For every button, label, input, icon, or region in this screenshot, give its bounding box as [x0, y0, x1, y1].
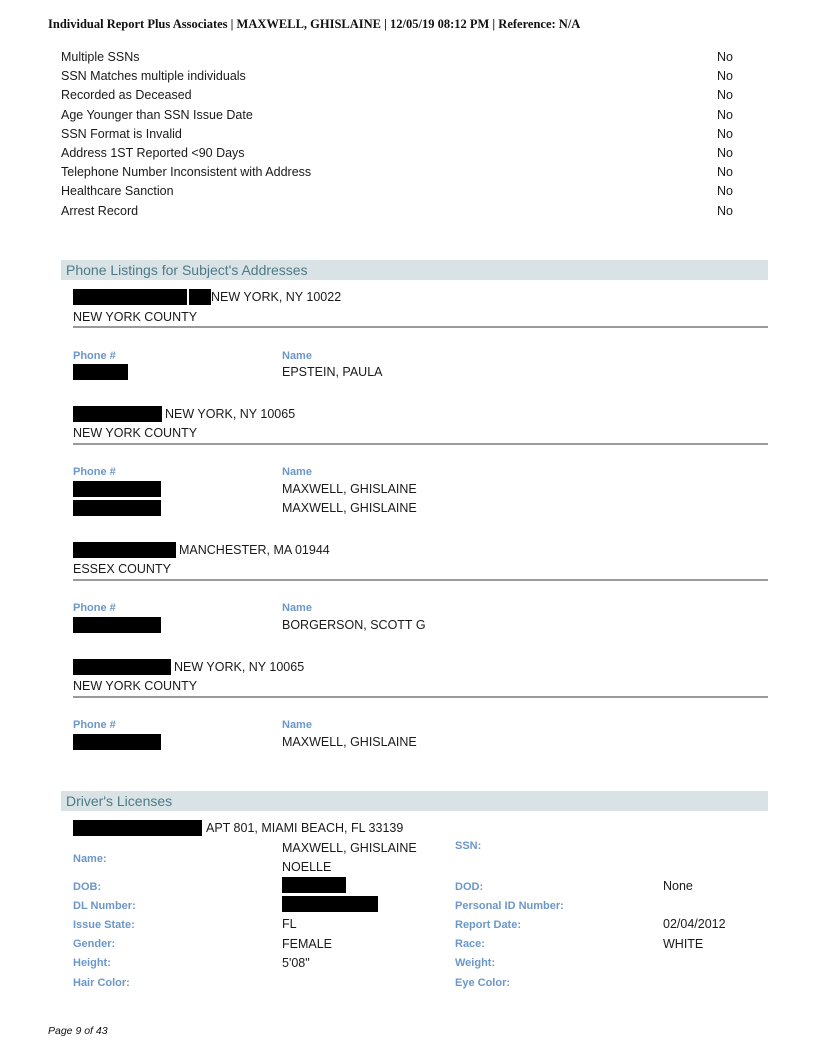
flag-row: [61, 145, 733, 164]
flag-value: No: [717, 165, 733, 180]
name-column-header: Name: [282, 602, 312, 614]
flag-row: [61, 126, 733, 145]
dod-label: DOD:: [455, 881, 484, 893]
county-text: NEW YORK COUNTY: [73, 310, 198, 324]
license-address-line: [73, 820, 403, 836]
flag-label: SSN Format is Invalid: [61, 126, 182, 141]
address-text: NEW YORK, NY 10065: [174, 660, 305, 674]
redacted-dl-number: [282, 896, 378, 912]
redaction-bar: [73, 820, 202, 836]
redacted-phone: [73, 617, 161, 633]
dl-number-label: DL Number:: [73, 900, 136, 912]
flag-row: [61, 164, 733, 183]
issue-state-label: Issue State:: [73, 919, 135, 931]
flag-row: [61, 107, 733, 126]
weight-label: Weight:: [455, 957, 496, 969]
redaction-bar: [73, 659, 171, 675]
listing-name: EPSTEIN, PAULA: [282, 365, 383, 379]
flag-value: No: [717, 69, 733, 84]
personal-id-label: Personal ID Number:: [455, 900, 564, 912]
redaction-bar: [73, 289, 187, 305]
flag-value: No: [717, 184, 733, 199]
divider: [73, 696, 768, 698]
flag-row: [61, 183, 733, 202]
redacted-dob: [282, 877, 346, 893]
height-label: Height:: [73, 957, 111, 969]
listing-name: MAXWELL, GHISLAINE: [282, 501, 417, 515]
gender-label: Gender:: [73, 938, 116, 950]
flag-label: SSN Matches multiple individuals: [61, 69, 246, 84]
divider: [73, 326, 768, 328]
redacted-phone: [73, 734, 161, 750]
listing-name: MAXWELL, GHISLAINE: [282, 482, 417, 496]
flag-label: Recorded as Deceased: [61, 88, 192, 103]
name-column-header: Name: [282, 350, 312, 362]
hair-color-label: Hair Color:: [73, 977, 130, 989]
flag-row: [61, 68, 733, 87]
flag-value: No: [717, 88, 733, 103]
height-value: 5'08": [282, 956, 310, 970]
address-line: [73, 289, 341, 305]
drivers-licenses-section-title: Driver's Licenses: [61, 791, 768, 811]
flag-label: Age Younger than SSN Issue Date: [61, 107, 253, 122]
flag-label: Multiple SSNs: [61, 50, 140, 64]
flag-row: [61, 203, 733, 222]
flag-value: No: [717, 145, 733, 160]
redacted-phone: [73, 364, 128, 380]
redaction-bar: [73, 406, 162, 422]
flag-label: Arrest Record: [61, 203, 139, 218]
phone-column-header: Phone #: [73, 350, 116, 362]
eye-color-label: Eye Color:: [455, 977, 511, 989]
name-column-header: Name: [282, 466, 312, 478]
report-date-label: Report Date:: [455, 919, 522, 931]
phone-column-header: Phone #: [73, 466, 116, 478]
flag-label: Telephone Number Inconsistent with Address: [61, 165, 312, 180]
flag-row: [61, 87, 733, 106]
address-line: [73, 406, 295, 422]
redaction-bar: [73, 542, 176, 558]
listing-name: MAXWELL, GHISLAINE: [282, 735, 417, 749]
divider: [73, 443, 768, 445]
redacted-phone: [73, 500, 161, 516]
gender-value: FEMALE: [282, 937, 333, 951]
name-value: MAXWELL, GHISLAINE: [282, 841, 417, 855]
report-date-value: 02/04/2012: [663, 917, 726, 931]
flag-label: Address 1ST Reported <90 Days: [61, 145, 245, 160]
name-column-header: Name: [282, 719, 312, 731]
flag-value: No: [717, 107, 733, 122]
race-label: Race:: [455, 938, 485, 950]
report-header: Individual Report Plus Associates | MAXWELL, GHISLAINE | 12/05/19 08:12 PM | Reference: N/A: [48, 17, 581, 31]
dod-value: None: [663, 879, 693, 893]
phone-column-header: Phone #: [73, 719, 116, 731]
phone-listings-section-title: Phone Listings for Subject's Addresses: [61, 260, 768, 280]
address-text: NEW YORK, NY 10065: [165, 407, 296, 421]
name-value-continued: NOELLE: [282, 860, 332, 874]
phone-column-header: Phone #: [73, 602, 116, 614]
address-line: [73, 659, 304, 675]
address-text: MANCHESTER, MA 01944: [179, 543, 330, 557]
divider: [73, 579, 768, 581]
redacted-phone: [73, 481, 161, 497]
flag-label: Healthcare Sanction: [61, 184, 174, 199]
page-number: Page 9 of 43: [48, 1025, 108, 1037]
issue-state-value: FL: [282, 917, 297, 931]
county-text: ESSEX COUNTY: [73, 562, 171, 576]
name-label: Name:: [73, 853, 107, 865]
flag-value: No: [717, 126, 733, 141]
address-text: NEW YORK, NY 10022: [211, 290, 342, 304]
risk-flags-list: [61, 49, 733, 222]
listing-name: BORGERSON, SCOTT G: [282, 618, 426, 632]
county-text: NEW YORK COUNTY: [73, 679, 198, 693]
address-line: [73, 542, 330, 558]
race-value: WHITE: [663, 937, 704, 951]
ssn-label: SSN:: [455, 840, 482, 852]
dob-label: DOB:: [73, 881, 102, 893]
redaction-bar: [189, 289, 211, 305]
flag-value: No: [717, 203, 733, 218]
county-text: NEW YORK COUNTY: [73, 426, 198, 440]
flag-value: No: [717, 50, 733, 64]
flag-row: [61, 49, 733, 68]
license-address-text: APT 801, MIAMI BEACH, FL 33139: [206, 821, 404, 835]
